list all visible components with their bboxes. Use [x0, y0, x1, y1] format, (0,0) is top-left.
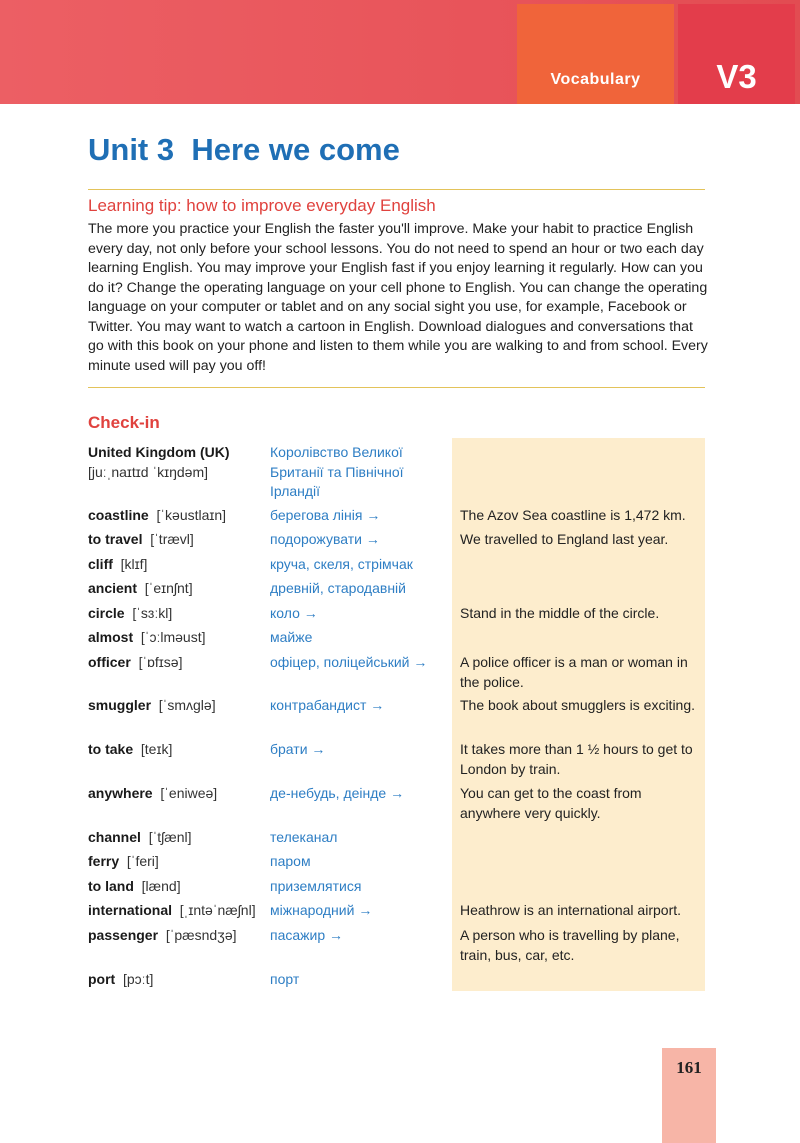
divider-top	[88, 189, 705, 190]
vocab-example: It takes more than 1 ½ hours to get to London by train.	[460, 741, 693, 777]
vocab-translation: берегова лінія →	[270, 507, 381, 523]
tip-body: The more you practice your English the faster you'll improve. Make your habit to practice English every day, not only before your school lessons. You do not need to spend an hour or two each day learning English. You may improve your English fast if you enjoy learning it regularly. How can you do it? Change the operating language on your cell phone to English. You can change the operating language on your computer or tablet and on any social sight you use, for example, Facebook or Twitter. You may want to watch a cartoon in English. Download dialogues and conversations that go with this book on your phone and listen to them while you are walking to and from school. Every minute used will pay you off!	[88, 221, 708, 374]
vocab-ipa: [juːˌnaɪtɪd ˈkɪŋdəm]	[88, 463, 208, 480]
vocab-term	[88, 604, 268, 624]
vocab-word: circle	[88, 605, 125, 621]
checkin-heading: Check-in	[88, 413, 160, 432]
vocab-word: to travel	[88, 531, 143, 547]
vocab-term	[88, 579, 268, 599]
vocab-ipa: [pɔːt]	[123, 971, 154, 987]
vocab-translation: пасажир →	[270, 927, 344, 943]
vocab-term	[88, 653, 268, 673]
vocab-translation: паром	[270, 853, 311, 869]
vocab-word: port	[88, 971, 116, 987]
vocab-word: United Kingdom (UK)	[88, 444, 230, 460]
vocab-ipa: [ˈɒfɪsə]	[138, 654, 183, 670]
vocab-term	[88, 628, 268, 648]
vocab-example: The Azov Sea coastline is 1,472 km.	[460, 507, 686, 523]
vocab-term	[88, 784, 268, 804]
vocab-example: A person who is travelling by plane, train, bus, car, etc.	[460, 927, 680, 963]
section-code-tab	[678, 4, 795, 104]
vocab-term	[88, 828, 268, 848]
vocab-translation: де-небудь, деінде →	[270, 785, 405, 801]
vocab-ipa: [lænd]	[141, 878, 181, 894]
vocab-word: to land	[88, 878, 134, 894]
vocab-word: ferry	[88, 853, 120, 869]
vocab-example: Stand in the middle of the circle.	[460, 605, 660, 621]
vocab-word: officer	[88, 654, 131, 670]
divider-bottom	[88, 387, 705, 388]
vocab-term	[88, 970, 268, 990]
vocab-term	[88, 443, 268, 482]
section-label: Vocabulary	[550, 71, 641, 88]
vocab-ipa: [klɪf]	[120, 556, 148, 572]
vocab-example: A police officer is a man or woman in the police.	[460, 654, 688, 690]
vocab-word: ancient	[88, 580, 138, 596]
vocab-word: international	[88, 902, 173, 918]
vocab-translation: коло →	[270, 605, 318, 621]
vocab-term	[88, 506, 268, 526]
page-number: 161	[676, 1058, 702, 1077]
vocab-word: anywhere	[88, 785, 153, 801]
vocab-ipa: [ˈtrævl]	[150, 531, 194, 547]
vocab-word: coastline	[88, 507, 149, 523]
vocab-term	[88, 926, 268, 946]
vocab-translation: майже	[270, 629, 313, 645]
vocab-example: You can get to the coast from anywhere very quickly.	[460, 785, 642, 821]
vocab-word: passenger	[88, 927, 159, 943]
vocab-translation: офіцер, поліцейський →	[270, 654, 428, 670]
vocab-translation: Королівство Великої Британії та Північної Ірландії	[270, 444, 404, 499]
vocab-ipa: [ˈɔːlməust]	[140, 629, 206, 645]
vocab-translation: контрабандист →	[270, 697, 385, 713]
vocab-translation: телеканал	[270, 829, 338, 845]
tip-heading: Learning tip: how to improve everyday English	[88, 196, 436, 215]
vocab-ipa: [ˈsɜːkl]	[132, 605, 173, 621]
vocab-term	[88, 852, 268, 872]
vocab-term	[88, 901, 268, 921]
vocab-ipa: [ˌɪntəˈnæʃnl]	[179, 902, 256, 918]
vocab-ipa: [ˈsmʌglə]	[158, 697, 216, 713]
vocab-ipa: [ˈtʃænl]	[148, 829, 192, 845]
vocab-translation: приземлятися	[270, 878, 362, 894]
vocab-translation: подорожувати →	[270, 531, 380, 547]
vocab-term	[88, 696, 268, 716]
vocab-example: The book about smugglers is exciting.	[460, 697, 696, 713]
vocab-ipa: [ˈkəustlaɪn]	[156, 507, 227, 523]
vocab-term	[88, 555, 268, 575]
vocab-word: almost	[88, 629, 134, 645]
vocab-ipa: [ˈeɪnʃnt]	[144, 580, 193, 596]
vocab-translation: древній, стародавній	[270, 580, 406, 596]
page-title: Unit 3 Here we come	[88, 132, 400, 167]
vocab-translation: порт	[270, 971, 300, 987]
vocab-ipa: [ˈeniweə]	[160, 785, 218, 801]
vocab-translation: брати →	[270, 741, 326, 757]
vocab-ipa: [teɪk]	[140, 741, 173, 757]
vocab-example: We travelled to England last year.	[460, 531, 669, 547]
vocab-term	[88, 877, 268, 897]
vocab-translation: круча, скеля, стрімчак	[270, 556, 413, 572]
vocab-word: smuggler	[88, 697, 152, 713]
vocab-term	[88, 530, 268, 550]
section-code: V3	[716, 58, 757, 95]
vocab-ipa: [ˈpæsndʒə]	[165, 927, 237, 943]
section-tab	[517, 4, 674, 104]
vocab-word: cliff	[88, 556, 113, 572]
vocab-ipa: [ˈferi]	[126, 853, 159, 869]
vocab-word: channel	[88, 829, 141, 845]
vocab-example: Heathrow is an international airport.	[460, 902, 682, 918]
vocab-translation: міжнародний →	[270, 902, 373, 918]
vocab-term	[88, 740, 268, 760]
vocab-word: to take	[88, 741, 134, 757]
